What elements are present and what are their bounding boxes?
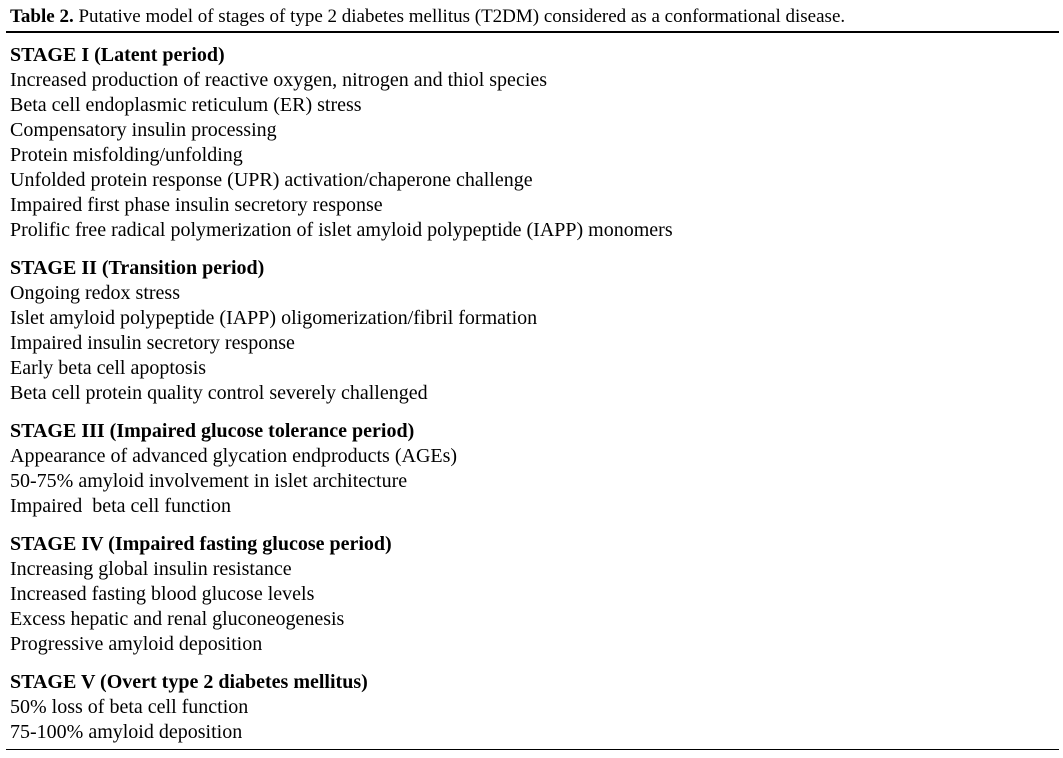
table-caption (0, 0, 1059, 30)
stage-section (10, 532, 1059, 657)
stage-item: Impaired insulin secretory response (10, 332, 295, 354)
stage-item: Ongoing redox stress (10, 282, 180, 304)
stage-title: STAGE III (Impaired glucose tolerance period) (10, 420, 415, 442)
stage-title: STAGE IV (Impaired fasting glucose period) (10, 533, 392, 555)
table-body (0, 33, 1059, 745)
stage-item: 75-100% amyloid deposition (10, 721, 243, 743)
stage-item: 50-75% amyloid involvement in islet architecture (10, 470, 408, 492)
stage-section (10, 256, 1059, 406)
stage-title: STAGE V (Overt type 2 diabetes mellitus) (10, 671, 368, 693)
stage-title: STAGE II (Transition period) (10, 257, 265, 279)
stage-item: Compensatory insulin processing (10, 119, 277, 141)
stage-item: Islet amyloid polypeptide (IAPP) oligomerization/fibril formation (10, 307, 538, 329)
stage-section (10, 43, 1059, 243)
stage-item: Increasing global insulin resistance (10, 558, 292, 580)
table-caption-label: Table 2. (10, 6, 74, 27)
stage-item: Impaired first phase insulin secretory response (10, 194, 383, 216)
stage-item: Early beta cell apoptosis (10, 357, 207, 379)
stage-item: Progressive amyloid deposition (10, 633, 263, 655)
table-caption-text: Putative model of stages of type 2 diabetes mellitus (T2DM) considered as a conformational disease. (73, 6, 846, 27)
stage-item: Increased fasting blood glucose levels (10, 583, 315, 605)
stage-item: Beta cell protein quality control severely challenged (10, 382, 428, 404)
stage-section (10, 419, 1059, 519)
table-bottom-rule (6, 749, 1059, 750)
stage-item: Prolific free radical polymerization of islet amyloid polypeptide (IAPP) monomers (10, 219, 673, 241)
stage-item: Unfolded protein response (UPR) activation/chaperone challenge (10, 169, 533, 191)
stage-item: Protein misfolding/unfolding (10, 144, 243, 166)
stage-section (10, 670, 1059, 745)
stage-item: 50% loss of beta cell function (10, 696, 249, 718)
stage-item: Excess hepatic and renal gluconeogenesis (10, 608, 345, 630)
stage-item: Appearance of advanced glycation endproducts (AGEs) (10, 445, 458, 467)
stage-item: Increased production of reactive oxygen, nitrogen and thiol species (10, 69, 548, 91)
stage-title: STAGE I (Latent period) (10, 44, 225, 66)
stage-item: Beta cell endoplasmic reticulum (ER) stress (10, 94, 362, 116)
stage-item: Impaired beta cell function (10, 495, 232, 517)
